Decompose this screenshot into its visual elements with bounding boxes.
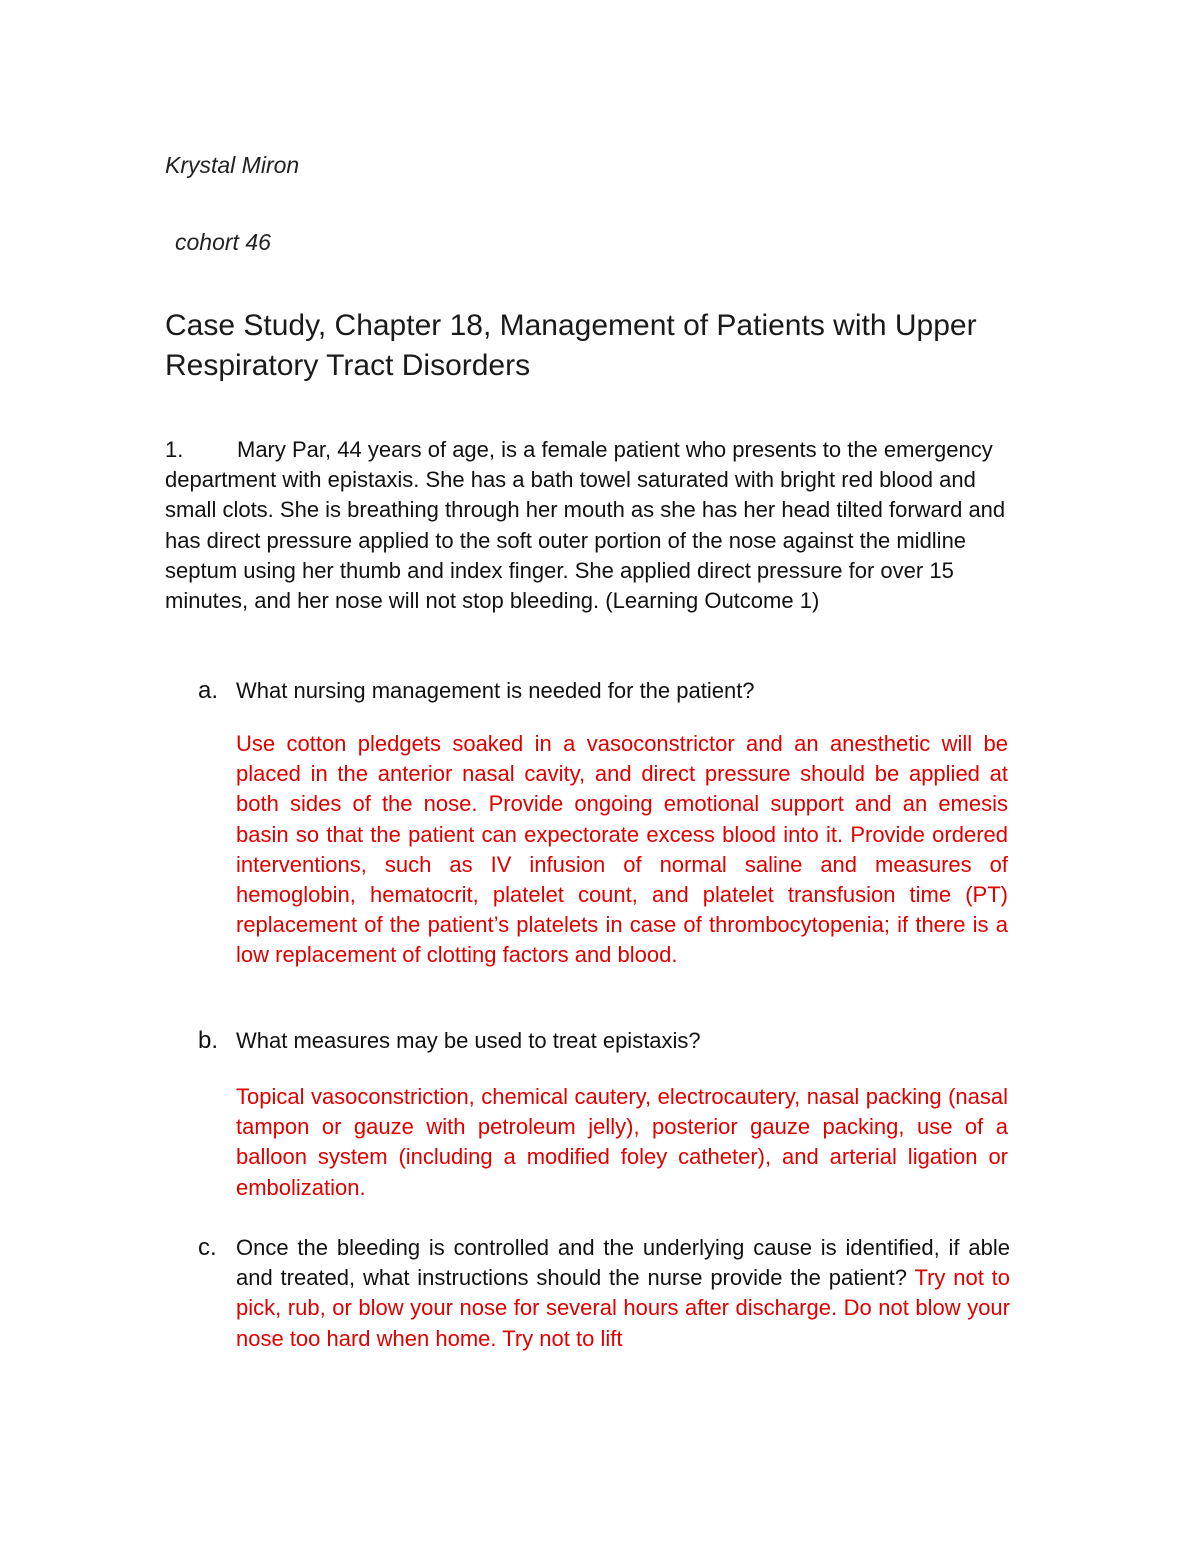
- sub-question-letter: b.: [198, 1027, 219, 1054]
- sub-question-c: [198, 1233, 1010, 1354]
- author-name: Krystal Miron: [165, 152, 300, 178]
- answer-b: Topical vasoconstriction, chemical cautery, electrocautery, nasal packing (nasal tampon or gauze with petroleum jelly), posterior gauze packing, use of a balloon system (including a modified foley catheter), and arterial ligation or embolization.: [236, 1084, 1008, 1200]
- page-title: Case Study, Chapter 18, Management of Patients with Upper Respiratory Tract Disorders: [165, 309, 977, 382]
- question-text: Mary Par, 44 years of age, is a female patient who presents to the emergency department with epistaxis. She has a bath towel saturated with bright red blood and small clots. She is breathing through her mouth as she has her head tilted forward and has direct pressure applied to the soft outer portion of the nose against the midline septum using her thumb and index finger. She applied direct pressure for over 15 minutes, and her nose will not stop bleeding. (Learning Outcome 1): [165, 437, 1006, 614]
- answer-c: Try not to pick, rub, or blow your nose for several hours after discharge. Do not blow your nose too hard when home. Try not to lift: [236, 1265, 1010, 1351]
- question-1: [165, 435, 1010, 616]
- sub-question-letter: c.: [198, 1234, 217, 1261]
- answer-a: Use cotton pledgets soaked in a vasoconstrictor and an anesthetic will be placed in the anterior nasal cavity, and direct pressure should be applied at both sides of the nose. Provide ongoing emotional support and an emesis basin so that the patient can expectorate excess blood into it. Provide ordered interventions, such as IV infusion of normal saline and measures of hemoglobin, hematocrit, platelet count, and platelet transfusion time (PT) replacement of the patient’s platelets in case of thrombocytopenia; if there is a low replacement of clotting factors and blood.: [236, 731, 1008, 968]
- sub-question-a: [198, 676, 1010, 706]
- sub-question-text: What measures may be used to treat epistaxis?: [236, 1028, 701, 1053]
- question-number: 1.: [165, 437, 184, 462]
- sub-question-b: [198, 1026, 1010, 1056]
- sub-question-letter: a.: [198, 677, 219, 704]
- sub-question-text: [236, 1233, 1010, 1354]
- cohort-label: cohort 46: [175, 229, 271, 255]
- sub-question-text: What nursing management is needed for the patient?: [236, 678, 755, 703]
- sub-question-c-text: Once the bleeding is controlled and the underlying cause is identified, if able and treated, what instructions should the nurse provide the patient?: [236, 1235, 1010, 1291]
